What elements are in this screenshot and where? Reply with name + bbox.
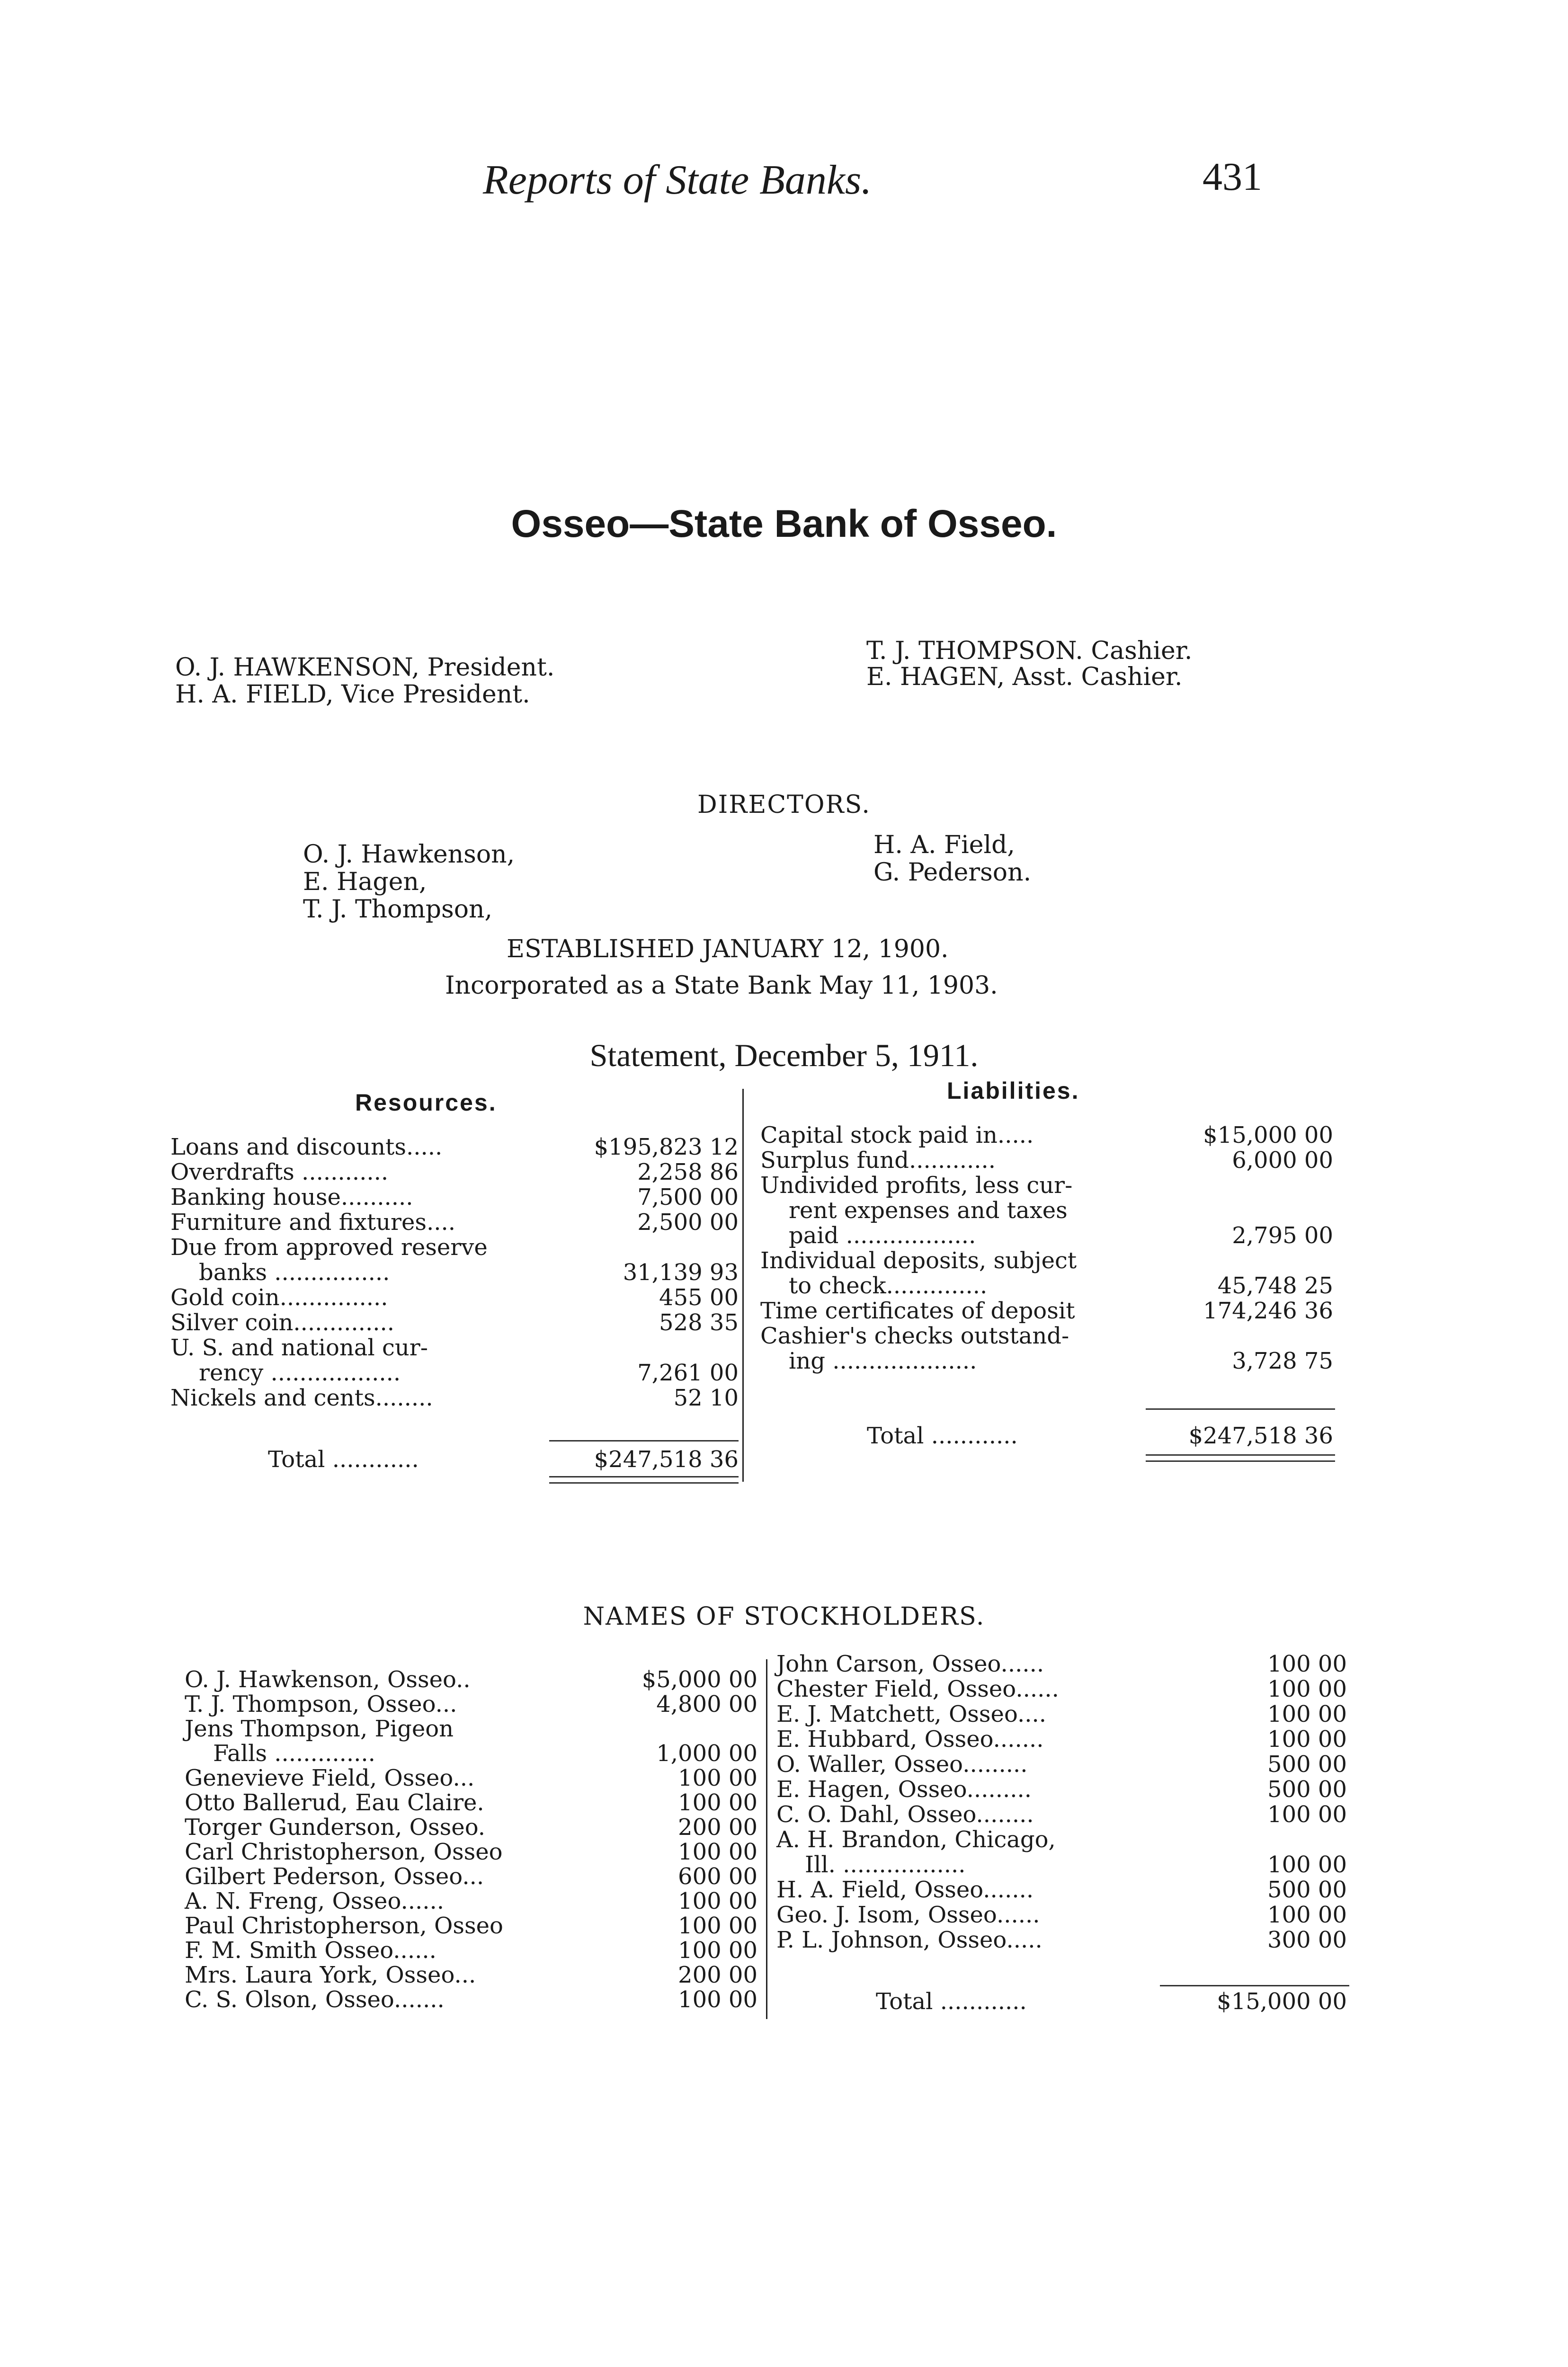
stockholders-total-rule: [1160, 1985, 1349, 1986]
liabilities-total-amount: $247,518 36: [1188, 1423, 1333, 1449]
resource-amount: 528 35: [659, 1309, 739, 1336]
stockholder-amount: 100 00: [1267, 1676, 1347, 1702]
officer-cashier: T. J. THOMPSON. Cashier.: [866, 637, 1193, 665]
stockholder-label: F. M. Smith Osseo......: [185, 1937, 437, 1964]
resource-amount: 52 10: [673, 1385, 739, 1411]
stockholder-label: Mrs. Laura York, Osseo...: [185, 1962, 476, 1988]
stockholder-label: C. S. Olson, Osseo.......: [185, 1986, 445, 2013]
stockholder-amount: 100 00: [678, 1839, 757, 1865]
liability-label: paid ..................: [789, 1222, 976, 1249]
liability-amount: 45,748 25: [1217, 1272, 1333, 1299]
stockholder-amount: 100 00: [1267, 1801, 1347, 1828]
page-number: 431: [1203, 155, 1262, 199]
resource-label: rency ..................: [199, 1360, 401, 1386]
stockholder-label: A. N. Freng, Osseo......: [185, 1888, 445, 1914]
stockholder-amount: 500 00: [1267, 1877, 1347, 1903]
stockholder-label: Gilbert Pederson, Osseo...: [185, 1863, 484, 1890]
stockholder-label: E. Hagen, Osseo.........: [776, 1776, 1032, 1803]
stockholder-amount: 300 00: [1267, 1927, 1347, 1953]
resource-amount: 7,500 00: [637, 1184, 739, 1210]
officer-asst-cashier: E. HAGEN, Asst. Cashier.: [866, 663, 1183, 691]
liability-amount: 174,246 36: [1203, 1298, 1333, 1324]
director: H. A. Field,: [873, 831, 1015, 859]
resource-label: Silver coin..............: [170, 1309, 394, 1336]
stockholder-amount: 100 00: [1267, 1651, 1347, 1677]
stockholder-amount: 200 00: [678, 1814, 757, 1841]
stockholder-label: Falls ..............: [213, 1740, 375, 1767]
stockholders-divider: [766, 1659, 767, 2019]
stockholder-amount: 1,000 00: [656, 1740, 757, 1767]
bank-title: Osseo—State Bank of Osseo.: [511, 502, 1057, 545]
stockholders-heading: NAMES OF STOCKHOLDERS.: [583, 1602, 985, 1631]
stockholder-label: Paul Christopherson, Osseo: [185, 1913, 503, 1939]
stockholder-amount: 4,800 00: [656, 1691, 757, 1717]
running-head: Reports of State Banks.: [483, 157, 872, 203]
resources-rule: [549, 1440, 739, 1442]
stockholder-label: Carl Christopherson, Osseo: [185, 1839, 503, 1865]
resource-amount: 31,139 93: [623, 1259, 739, 1286]
resource-label: Nickels and cents........: [170, 1385, 433, 1411]
stockholder-amount: 100 00: [1267, 1851, 1347, 1878]
stockholder-label: John Carson, Osseo......: [776, 1651, 1044, 1677]
resources-heading: Resources.: [355, 1089, 497, 1116]
stockholder-amount: 100 00: [678, 1789, 757, 1816]
resource-label: Banking house..........: [170, 1184, 413, 1210]
stockholder-label: P. L. Johnson, Osseo.....: [776, 1927, 1042, 1953]
resource-amount: $195,823 12: [594, 1134, 739, 1160]
resource-label: Loans and discounts.....: [170, 1134, 443, 1160]
officer-vice-president: H. A. FIELD, Vice President.: [175, 680, 530, 709]
resource-label: Overdrafts ............: [170, 1159, 389, 1185]
liability-label: Cashier's checks outstand-: [760, 1323, 1069, 1349]
director: G. Pederson.: [873, 858, 1032, 887]
resource-label: Due from approved reserve: [170, 1234, 488, 1261]
resources-total-amount: $247,518 36: [594, 1446, 739, 1473]
stockholder-amount: 600 00: [678, 1863, 757, 1890]
directors-heading: DIRECTORS.: [697, 791, 871, 819]
officer-president: O. J. HAWKENSON, President.: [175, 653, 555, 682]
stockholder-label: Genevieve Field, Osseo...: [185, 1765, 475, 1791]
liability-amount: 6,000 00: [1232, 1147, 1333, 1174]
stockholders-total-label: Total ............: [876, 1988, 1027, 2015]
liability-label: rent expenses and taxes: [789, 1197, 1068, 1224]
stockholder-amount: 500 00: [1267, 1776, 1347, 1803]
stockholder-label: Chester Field, Osseo......: [776, 1676, 1059, 1702]
liabilities-heading: Liabilities.: [947, 1077, 1080, 1104]
stockholder-label: E. Hubbard, Osseo.......: [776, 1726, 1044, 1753]
stockholder-amount: 100 00: [678, 1765, 757, 1791]
stockholder-amount: 200 00: [678, 1962, 757, 1988]
director: T. J. Thompson,: [303, 895, 493, 924]
stockholder-amount: 500 00: [1267, 1751, 1347, 1778]
liability-amount: 2,795 00: [1232, 1222, 1333, 1249]
stockholder-label: Torger Gunderson, Osseo.: [185, 1814, 486, 1841]
stockholder-label: O. Waller, Osseo.........: [776, 1751, 1028, 1778]
resource-label: Gold coin...............: [170, 1284, 388, 1311]
stockholder-label: Otto Ballerud, Eau Claire.: [185, 1789, 484, 1816]
liabilities-rule: [1146, 1408, 1335, 1410]
liability-label: Individual deposits, subject: [760, 1247, 1077, 1274]
director: E. Hagen,: [303, 868, 427, 896]
stockholders-total-amount: $15,000 00: [1217, 1988, 1347, 2015]
resource-amount: 7,261 00: [637, 1360, 739, 1386]
director: O. J. Hawkenson,: [303, 840, 515, 869]
stockholder-label: O. J. Hawkenson, Osseo..: [185, 1666, 471, 1693]
stockholder-amount: 100 00: [678, 1937, 757, 1964]
liability-label: Undivided profits, less cur-: [760, 1172, 1073, 1199]
stockholder-label: A. H. Brandon, Chicago,: [776, 1826, 1056, 1853]
liabilities-double-rule: [1146, 1454, 1335, 1462]
stockholder-label: Ill. .................: [805, 1851, 966, 1878]
resource-label: Furniture and fixtures....: [170, 1209, 456, 1236]
liability-label: to check..............: [789, 1272, 988, 1299]
liability-label: Capital stock paid in.....: [760, 1122, 1034, 1148]
liability-amount: 3,728 75: [1232, 1348, 1333, 1374]
resource-amount: 455 00: [659, 1284, 739, 1311]
stockholder-label: Jens Thompson, Pigeon: [185, 1716, 454, 1742]
stockholder-label: C. O. Dahl, Osseo........: [776, 1801, 1034, 1828]
stockholder-amount: 100 00: [1267, 1701, 1347, 1727]
stockholder-label: Geo. J. Isom, Osseo......: [776, 1902, 1040, 1928]
liability-label: Time certificates of deposit: [760, 1298, 1075, 1324]
liabilities-total-label: Total ............: [867, 1423, 1018, 1449]
liability-label: Surplus fund............: [760, 1147, 996, 1174]
stockholder-label: H. A. Field, Osseo.......: [776, 1877, 1034, 1903]
resource-amount: 2,500 00: [637, 1209, 739, 1236]
stockholder-amount: $5,000 00: [641, 1666, 757, 1693]
liability-amount: $15,000 00: [1203, 1122, 1333, 1148]
resource-amount: 2,258 86: [637, 1159, 739, 1185]
statement-title: Statement, December 5, 1911.: [589, 1037, 979, 1073]
established-line: ESTABLISHED JANUARY 12, 1900.: [507, 935, 949, 963]
stockholder-amount: 100 00: [1267, 1902, 1347, 1928]
resource-label: U. S. and national cur-: [170, 1335, 428, 1361]
resources-double-rule: [549, 1476, 739, 1484]
stockholder-label: E. J. Matchett, Osseo....: [776, 1701, 1047, 1727]
stockholder-amount: 100 00: [678, 1986, 757, 2013]
incorporated-line: Incorporated as a State Bank May 11, 1903.: [445, 971, 998, 1000]
stockholder-label: T. J. Thompson, Osseo...: [185, 1691, 457, 1717]
resource-label: banks ................: [199, 1259, 390, 1286]
stockholder-amount: 100 00: [678, 1913, 757, 1939]
liability-label: ing ....................: [789, 1348, 977, 1374]
stockholder-amount: 100 00: [1267, 1726, 1347, 1753]
resources-total-label: Total ............: [268, 1446, 419, 1473]
statement-divider: [742, 1089, 744, 1482]
stockholder-amount: 100 00: [678, 1888, 757, 1914]
